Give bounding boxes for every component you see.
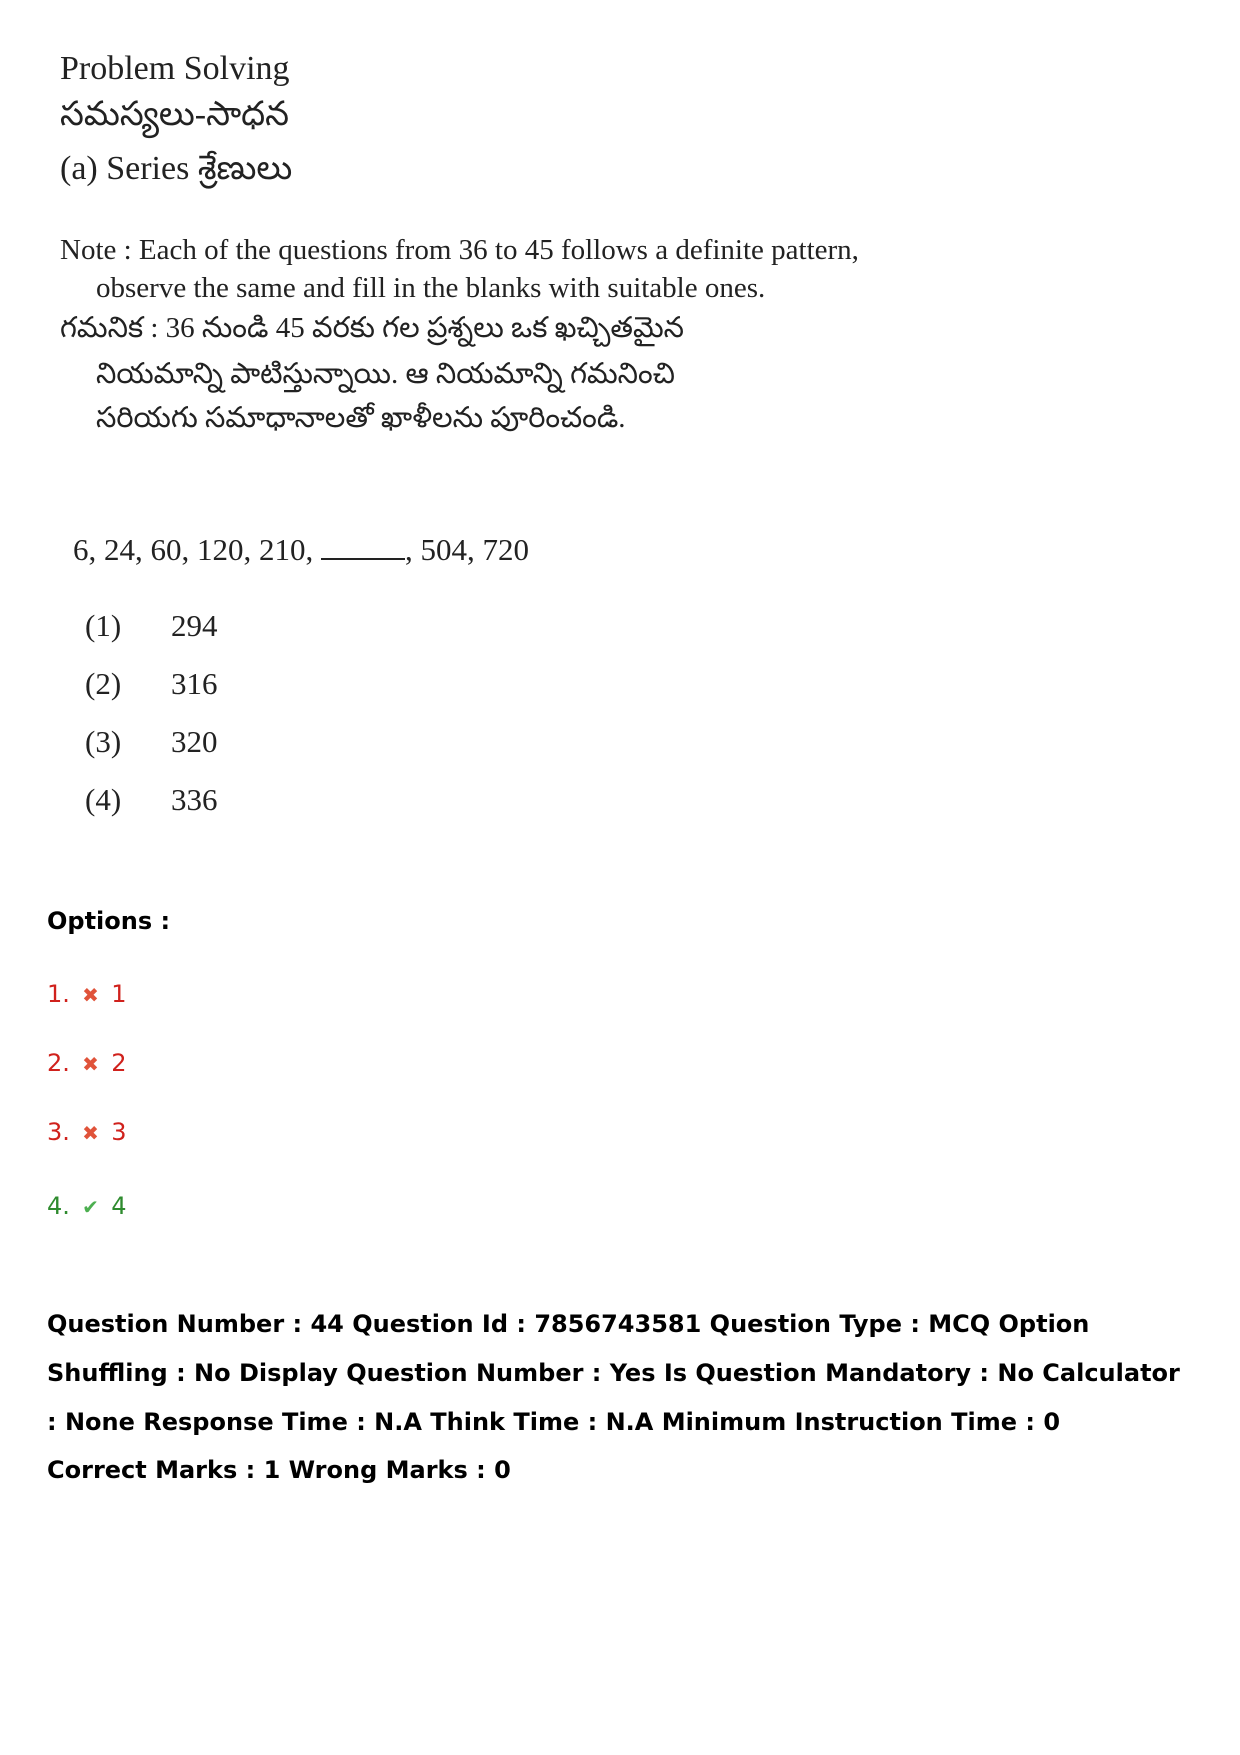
- heading-english: Problem Solving: [60, 50, 290, 87]
- wrong-mark-icon: ✖: [82, 1121, 99, 1145]
- option-2: [47, 1049, 126, 1077]
- option-index: 2.: [47, 1049, 70, 1077]
- choice-1: [85, 608, 218, 644]
- choice-value: 320: [171, 724, 218, 759]
- choice-number: (3): [85, 724, 122, 759]
- option-text: 4: [111, 1192, 127, 1220]
- choice-value: 316: [171, 666, 218, 701]
- answer-blank: [321, 536, 405, 560]
- correct-check-icon: ✔: [82, 1195, 99, 1219]
- note-english-line-1: Note : Each of the questions from 36 to 45 follows a definite pattern,: [60, 234, 859, 266]
- question-metadata: Question Number : 44 Question Id : 7856743581 Question Type : MCQ Option Shuffling : No Display Question Number : Yes Is Question Mandatory : No Calculator : None Response Time : N.A Think Time : N.A Minimum Instruction Time : 0: [47, 1310, 1180, 1436]
- choice-4: [85, 782, 218, 818]
- option-4: [47, 1192, 126, 1220]
- wrong-mark-icon: ✖: [82, 983, 99, 1007]
- series-after-blank: , 504, 720: [405, 532, 529, 567]
- choice-3: [85, 724, 218, 760]
- option-text: 2: [111, 1049, 127, 1077]
- option-text: 3: [111, 1118, 127, 1146]
- option-index: 1.: [47, 980, 70, 1008]
- choice-2: [85, 666, 218, 702]
- option-3: [47, 1118, 126, 1146]
- marks-info: Correct Marks : 1 Wrong Marks : 0: [47, 1456, 511, 1484]
- option-text: 1: [111, 980, 127, 1008]
- number-series: [73, 532, 529, 568]
- options-heading: Options :: [47, 907, 171, 935]
- choice-value: 336: [171, 782, 218, 817]
- wrong-mark-icon: ✖: [82, 1052, 99, 1076]
- choice-number: (4): [85, 782, 122, 817]
- heading-telugu: సమస్యలు-సాధన: [60, 96, 290, 133]
- note-telugu-line-2: నియమాన్ని పాటిస్తున్నాయి. ఆ నియమాన్ని గమనించి: [96, 358, 675, 390]
- option-index: 4.: [47, 1192, 70, 1220]
- choice-value: 294: [171, 608, 218, 643]
- note-telugu-line-3: సరియగు సమాధానాలతో ఖాళీలను పూరించండి.: [96, 402, 626, 434]
- option-index: 3.: [47, 1118, 70, 1146]
- note-telugu-line-1: గమనిక : 36 నుండి 45 వరకు గల ప్రశ్నలు ఒక ఖచ్చితమైన: [60, 312, 684, 344]
- series-before-blank: 6, 24, 60, 120, 210,: [73, 532, 314, 567]
- question-image: [60, 40, 940, 460]
- option-1: [47, 980, 126, 1008]
- choice-number: (1): [85, 608, 122, 643]
- choice-number: (2): [85, 666, 122, 701]
- note-english-line-2: observe the same and fill in the blanks with suitable ones.: [96, 272, 766, 304]
- section-title: (a) Series శ్రేణులు: [60, 150, 293, 187]
